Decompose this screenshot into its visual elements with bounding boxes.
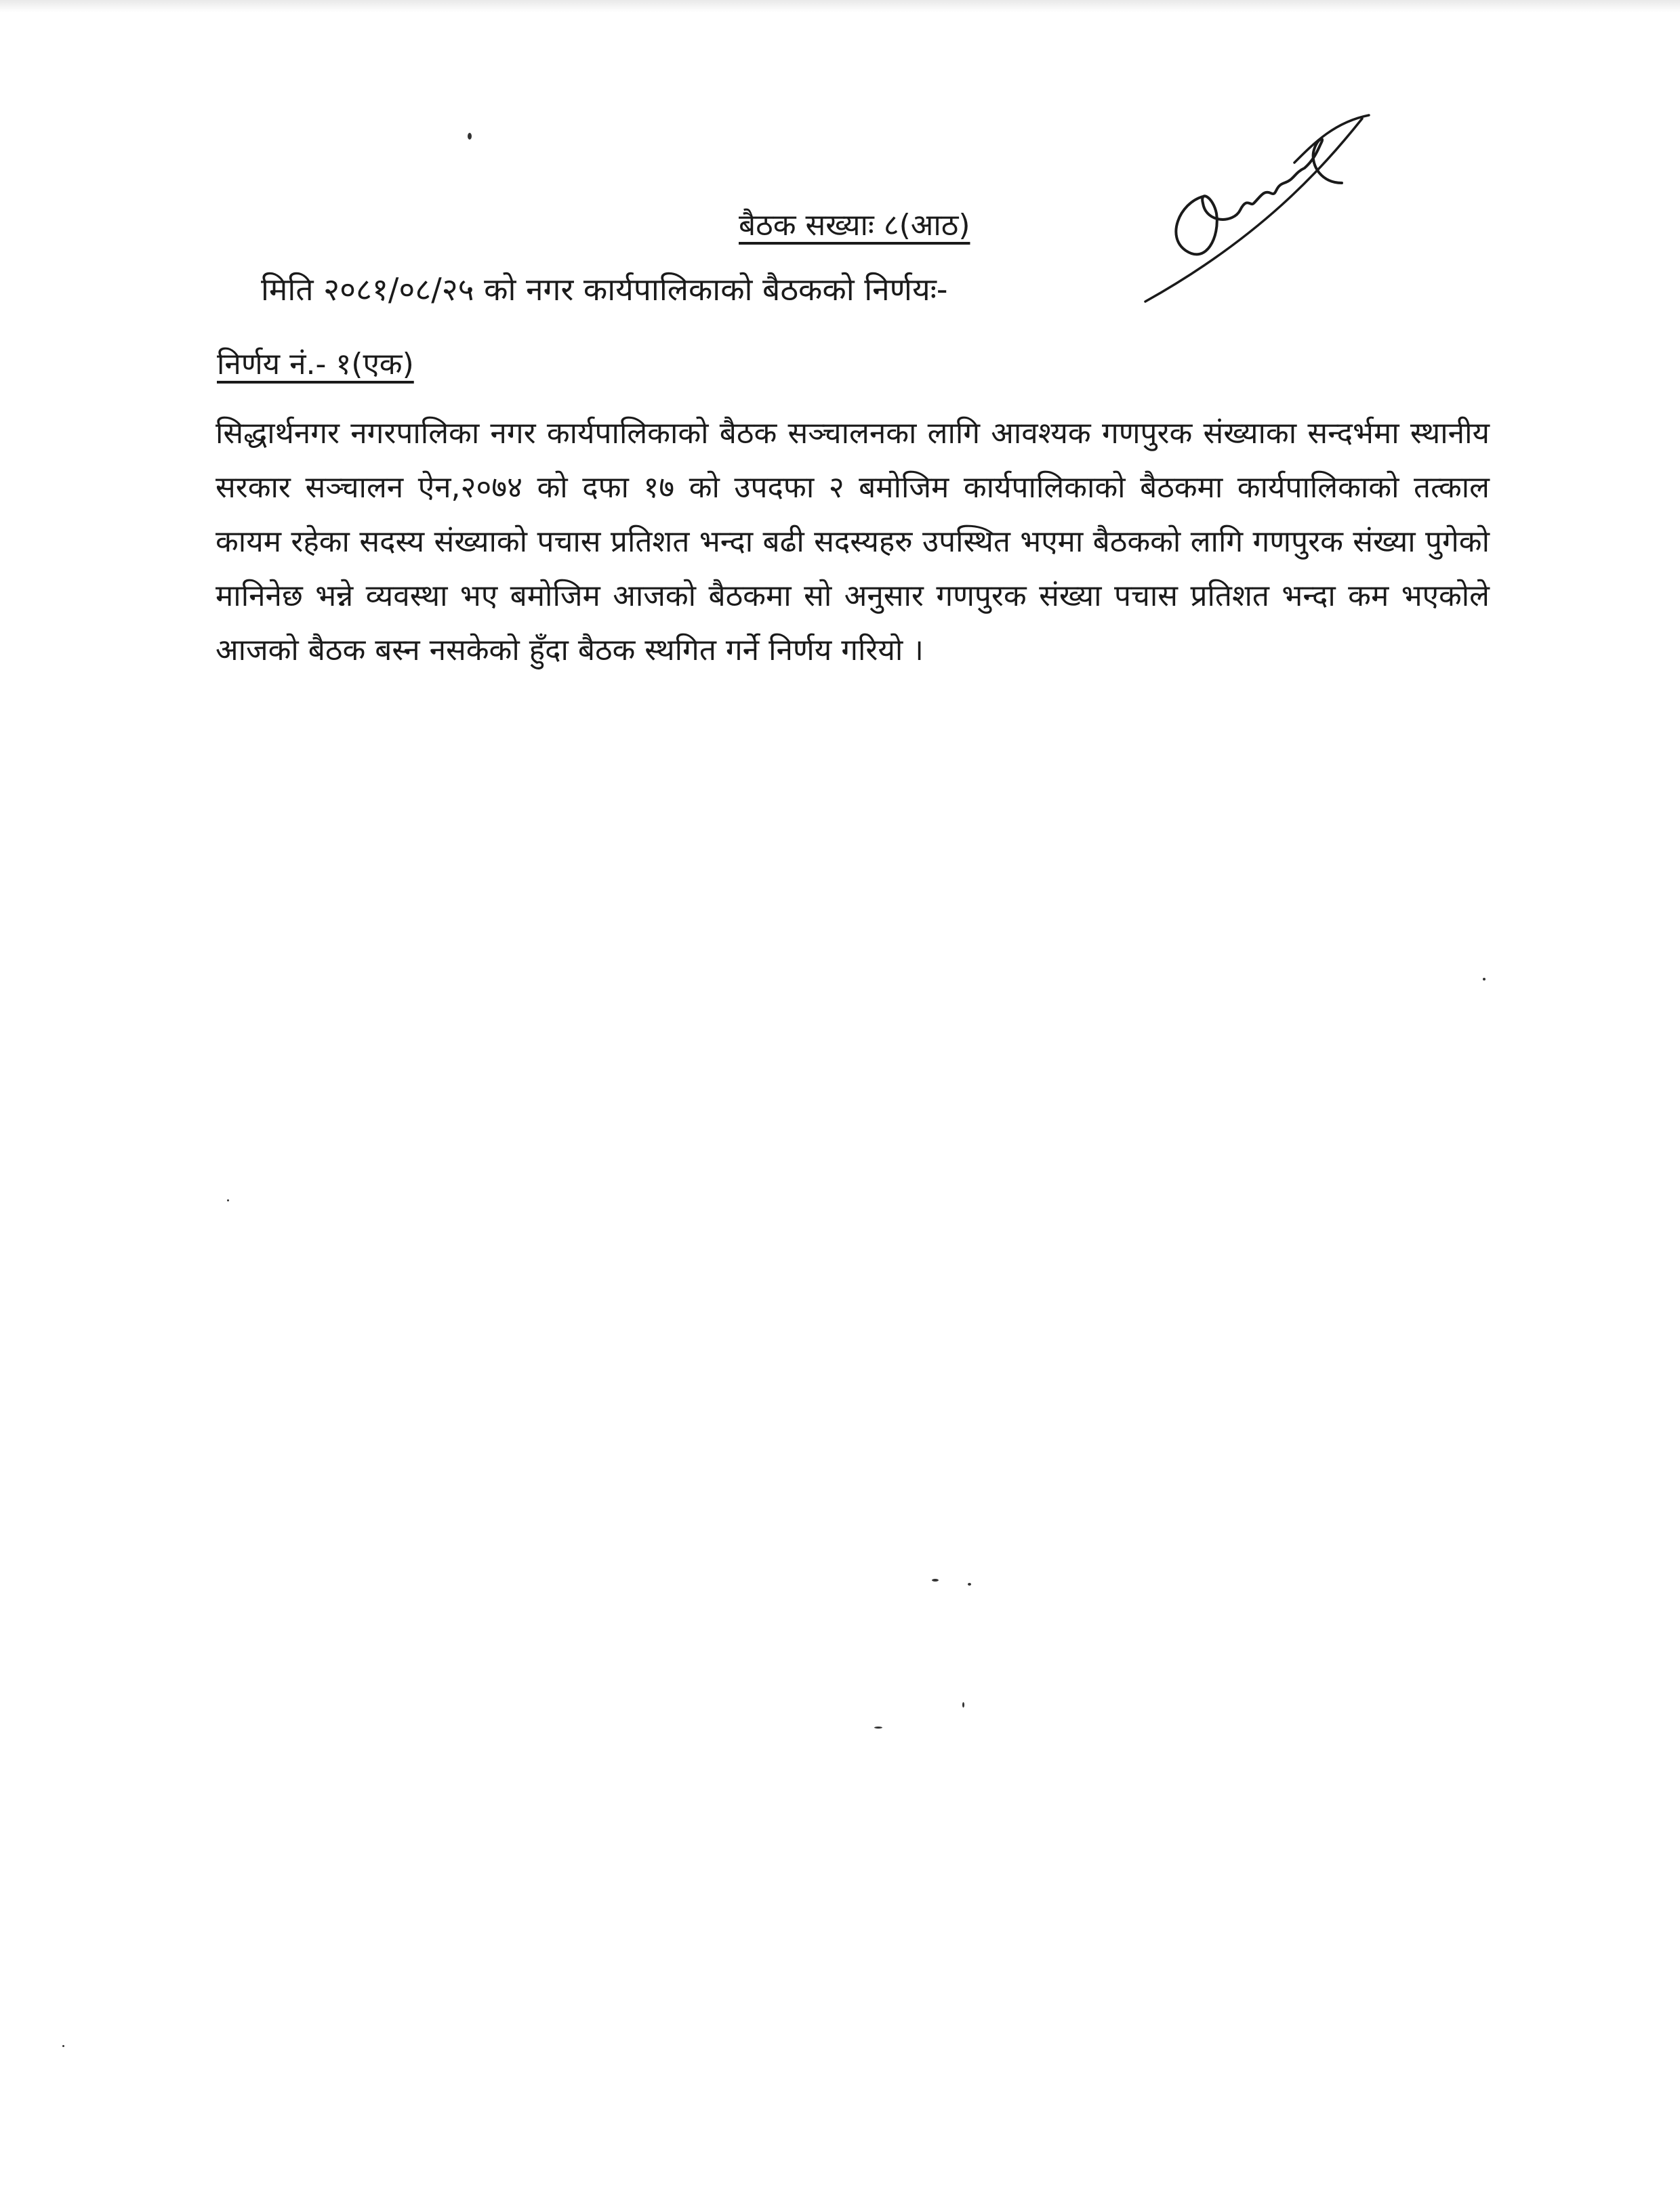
handwritten-signature <box>1139 88 1382 312</box>
scan-speck <box>962 1702 964 1708</box>
scan-speck <box>227 1199 229 1201</box>
decision-date-heading: मिति २०८१/०८/२५ को नगर कार्यपालिकाको बैठकको निर्णयः- <box>261 271 948 308</box>
scan-speck <box>932 1579 939 1582</box>
scan-speck <box>62 2045 64 2047</box>
decision-number-heading: निर्णय नं.- १(एक) <box>217 347 414 381</box>
scan-speck <box>968 1583 971 1586</box>
scan-speck <box>1483 978 1486 981</box>
scan-speck <box>874 1727 882 1729</box>
scan-edge-shadow <box>0 0 1680 12</box>
meeting-count-heading: बैठक सख्याः ८(आठ) <box>739 208 970 243</box>
decision-body-paragraph: सिद्धार्थनगर नगरपालिका नगर कार्यपालिकाको बैठक सञ्चालनका लागि आवश्यक गणपुरक संख्याका सन्दर्भमा स्थानीय सरकार सञ्चालन ऐन,२०७४ को दफा १७ को उपदफा २ बमोजिम कार्यपालिकाको बैठकमा कार्यपालिकाको तत्काल कायम रहेका सदस्य संख्याको पचास प्रतिशत भन्दा बढी सदस्यहरु उपस्थित भएमा बैठकको लागि गणपुरक संख्या पुगेको मानिनेछ भन्ने व्यवस्था भए बमोजिम आजको बैठकमा सो अनुसार गणपुरक संख्या पचास प्रतिशत भन्दा कम भएकोले आजको बैठक बस्न नसकेको हुँदा बैठक स्थगित गर्ने निर्णय गरियो । <box>216 416 1490 667</box>
scan-speck <box>468 133 472 140</box>
